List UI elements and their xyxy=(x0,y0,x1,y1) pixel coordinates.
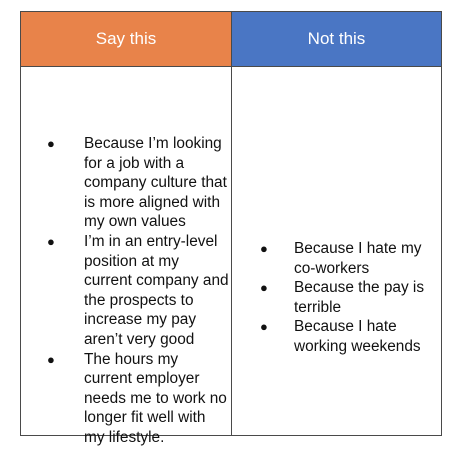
bullet-icon: ● xyxy=(260,319,268,335)
not-this-cell xyxy=(232,67,441,435)
not-this-list xyxy=(260,239,439,357)
say-item-text: Because I’m looking for a job with a company culture that is more aligned with my own values xyxy=(84,135,227,231)
say-item-text: I’m in an entry-level position at my current company and the prospects to increase my pay aren’t very good xyxy=(84,232,229,348)
say-this-list xyxy=(47,134,229,448)
not-item-2 xyxy=(260,278,439,317)
bullet-icon: ● xyxy=(260,241,268,256)
not-item-text: Because I hate my co-workers xyxy=(294,240,422,277)
bullet-icon: ● xyxy=(260,280,268,296)
say-item-2 xyxy=(47,232,229,350)
not-item-3 xyxy=(260,317,439,356)
say-item-3 xyxy=(47,350,229,448)
not-item-text: Because I hate working weekends xyxy=(294,318,421,355)
say-item-text: The hours my current employer needs me to work no longer fit well with my lifestyle. xyxy=(84,350,227,446)
say-this-cell xyxy=(21,67,232,446)
bullet-icon: ● xyxy=(47,233,55,249)
not-item-1 xyxy=(260,239,439,278)
bullet-icon: ● xyxy=(47,136,55,151)
not-this-header: Not this xyxy=(232,12,441,67)
bullet-icon: ● xyxy=(47,351,55,367)
not-item-text: Because the pay is terrible xyxy=(294,279,425,316)
say-this-header: Say this xyxy=(21,12,232,67)
comparison-table xyxy=(20,11,442,446)
say-item-1 xyxy=(47,134,229,232)
